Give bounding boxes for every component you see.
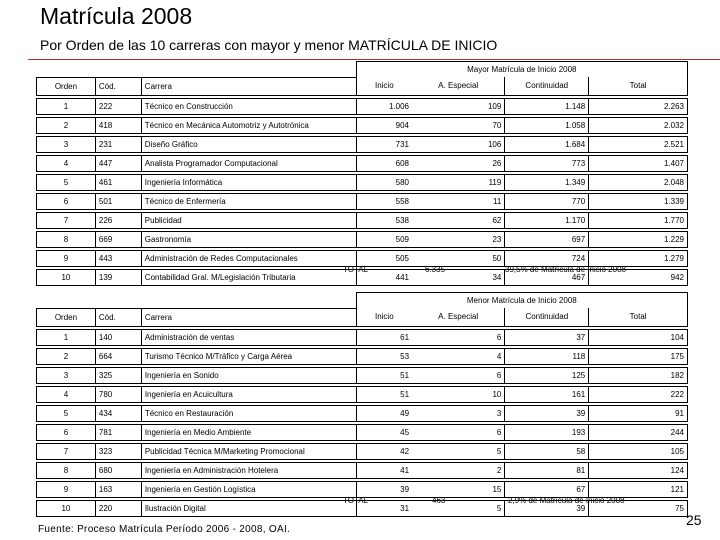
cell-carrera: Diseño Gráfico: [141, 136, 356, 152]
cell-cod: 501: [95, 193, 141, 209]
cell-carrera: Técnico en Mecánica Automotriz y Autotrónica: [141, 117, 356, 133]
header-inicio: Inicio: [356, 308, 412, 326]
cell-continuidad: 125: [505, 367, 589, 383]
cell-carrera: Ingeniería Informática: [141, 174, 356, 190]
table-row: [37, 174, 688, 190]
cell-carrera: Ingeniería en Gestión Logística: [141, 481, 356, 497]
top-table-body: [37, 95, 688, 285]
header-carrera: Carrera: [141, 308, 356, 326]
cell-orden: 9: [37, 481, 96, 497]
cell-carrera: Técnico en Construcción: [141, 98, 356, 114]
cell-cod: 461: [95, 174, 141, 190]
cell-especial: 62: [412, 212, 505, 228]
table-row: [37, 481, 688, 497]
cell-carrera: Ingeniería en Medio Ambiente: [141, 424, 356, 440]
cell-carrera: Administración de ventas: [141, 329, 356, 345]
cell-continuidad: 81: [505, 462, 589, 478]
header-continuidad: Continuidad: [505, 308, 589, 326]
cell-carrera: Ilustración Digital: [141, 500, 356, 516]
top-enrollment-table: [36, 61, 688, 286]
bottom-total-value: 463: [432, 496, 446, 505]
cell-especial: 119: [412, 174, 505, 190]
cell-continuidad: 697: [505, 231, 589, 247]
top-total-value: 6.335: [425, 265, 446, 274]
table-row: [37, 117, 688, 133]
table-row: [37, 329, 688, 345]
table-row: [37, 386, 688, 402]
header-total: Total: [589, 77, 688, 95]
cell-orden: 8: [37, 231, 96, 247]
cell-continuidad: 67: [505, 481, 589, 497]
cell-inicio: 505: [356, 250, 412, 266]
cell-cod: 664: [95, 348, 141, 364]
cell-especial: 2: [412, 462, 505, 478]
cell-inicio: 538: [356, 212, 412, 228]
cell-total: 942: [589, 269, 688, 285]
cell-continuidad: 770: [505, 193, 589, 209]
cell-total: 1.407: [589, 155, 688, 171]
cell-cod: 434: [95, 405, 141, 421]
cell-total: 1.770: [589, 212, 688, 228]
cell-inicio: 608: [356, 155, 412, 171]
cell-especial: 6: [412, 367, 505, 383]
cell-carrera: Gastronomía: [141, 231, 356, 247]
cell-especial: 10: [412, 386, 505, 402]
header-continuidad: Continuidad: [505, 77, 589, 95]
title-divider: [28, 59, 720, 60]
cell-cod: 323: [95, 443, 141, 459]
cell-inicio: 61: [356, 329, 412, 345]
cell-cod: 140: [95, 329, 141, 345]
top-percent-note: 39,5% de Matrícula de Inicio 2008: [505, 265, 626, 274]
header-inicio: Inicio: [356, 77, 412, 95]
cell-orden: 10: [37, 269, 96, 285]
cell-orden: 2: [37, 117, 96, 133]
cell-cod: 226: [95, 212, 141, 228]
cell-total: 75: [589, 500, 688, 516]
cell-total: 2.032: [589, 117, 688, 133]
header-carrera: Carrera: [141, 77, 356, 95]
table-row: [37, 231, 688, 247]
cell-inicio: 41: [356, 462, 412, 478]
cell-continuidad: 1.148: [505, 98, 589, 114]
header-total: Total: [589, 308, 688, 326]
page-subtitle: Por Orden de las 10 carreras con mayor y menor MATRÍCULA DE INICIO: [40, 37, 498, 53]
cell-especial: 15: [412, 481, 505, 497]
cell-continuidad: 39: [505, 500, 589, 516]
cell-especial: 23: [412, 231, 505, 247]
cell-total: 182: [589, 367, 688, 383]
table-row: [37, 443, 688, 459]
page-number: 25: [686, 512, 702, 528]
cell-inicio: 580: [356, 174, 412, 190]
cell-carrera: Turismo Técnico M/Tráfico y Carga Aérea: [141, 348, 356, 364]
top-caption: Mayor Matrícula de Inicio 2008: [356, 62, 687, 78]
cell-continuidad: 1.058: [505, 117, 589, 133]
cell-total: 222: [589, 386, 688, 402]
table-row: [37, 348, 688, 364]
cell-continuidad: 37: [505, 329, 589, 345]
top-total-label: TOTAL: [343, 265, 369, 274]
table-row: [37, 155, 688, 171]
cell-inicio: 31: [356, 500, 412, 516]
cell-continuidad: 467: [505, 269, 589, 285]
cell-cod: 325: [95, 367, 141, 383]
cell-carrera: Ingeniería en Sonido: [141, 367, 356, 383]
cell-especial: 50: [412, 250, 505, 266]
table-row: [37, 98, 688, 114]
cell-continuidad: 1.170: [505, 212, 589, 228]
cell-inicio: 1.006: [356, 98, 412, 114]
header-especial: A. Especial: [412, 308, 505, 326]
cell-inicio: 49: [356, 405, 412, 421]
cell-orden: 1: [37, 98, 96, 114]
cell-continuidad: 1.349: [505, 174, 589, 190]
table-row: [37, 136, 688, 152]
table-row: [37, 367, 688, 383]
cell-carrera: Administración de Redes Computacionales: [141, 250, 356, 266]
cell-especial: 106: [412, 136, 505, 152]
cell-cod: 669: [95, 231, 141, 247]
cell-cod: 231: [95, 136, 141, 152]
cell-total: 104: [589, 329, 688, 345]
cell-inicio: 904: [356, 117, 412, 133]
cell-cod: 139: [95, 269, 141, 285]
cell-especial: 4: [412, 348, 505, 364]
cell-inicio: 42: [356, 443, 412, 459]
cell-orden: 6: [37, 193, 96, 209]
cell-inicio: 509: [356, 231, 412, 247]
cell-cod: 163: [95, 481, 141, 497]
cell-total: 124: [589, 462, 688, 478]
header-cod: Cód.: [95, 308, 141, 326]
cell-total: 121: [589, 481, 688, 497]
cell-cod: 781: [95, 424, 141, 440]
cell-especial: 3: [412, 405, 505, 421]
cell-carrera: Ingeniería en Administración Hotelera: [141, 462, 356, 478]
cell-especial: 6: [412, 329, 505, 345]
cell-orden: 5: [37, 174, 96, 190]
bottom-caption: Menor Matrícula de Inicio 2008: [356, 293, 687, 309]
cell-continuidad: 773: [505, 155, 589, 171]
header-cod: Cód.: [95, 77, 141, 95]
cell-carrera: Técnico en Restauración: [141, 405, 356, 421]
bottom-total-label: TOTAL: [343, 496, 369, 505]
cell-carrera: Analista Programador Computacional: [141, 155, 356, 171]
cell-especial: 109: [412, 98, 505, 114]
table-row: [37, 462, 688, 478]
cell-continuidad: 118: [505, 348, 589, 364]
cell-cod: 222: [95, 98, 141, 114]
cell-orden: 1: [37, 329, 96, 345]
header-especial: A. Especial: [412, 77, 505, 95]
cell-total: 244: [589, 424, 688, 440]
cell-inicio: 731: [356, 136, 412, 152]
cell-carrera: Publicidad: [141, 212, 356, 228]
cell-continuidad: 1.684: [505, 136, 589, 152]
cell-carrera: Ingeniería en Acuicultura: [141, 386, 356, 402]
cell-carrera: Técnico de Enfermería: [141, 193, 356, 209]
cell-cod: 443: [95, 250, 141, 266]
cell-cod: 220: [95, 500, 141, 516]
cell-total: 1.279: [589, 250, 688, 266]
cell-inicio: 558: [356, 193, 412, 209]
cell-inicio: 39: [356, 481, 412, 497]
cell-orden: 4: [37, 386, 96, 402]
cell-continuidad: 193: [505, 424, 589, 440]
table-row: [37, 405, 688, 421]
cell-total: 105: [589, 443, 688, 459]
cell-carrera: Contabilidad Gral. M/Legislación Tributaria: [141, 269, 356, 285]
cell-inicio: 51: [356, 386, 412, 402]
cell-continuidad: 161: [505, 386, 589, 402]
cell-orden: 9: [37, 250, 96, 266]
cell-inicio: 441: [356, 269, 412, 285]
cell-especial: 5: [412, 443, 505, 459]
bottom-enrollment-table: [36, 292, 688, 517]
cell-cod: 780: [95, 386, 141, 402]
cell-orden: 10: [37, 500, 96, 516]
cell-inicio: 51: [356, 367, 412, 383]
page-title: Matrícula 2008: [40, 3, 193, 29]
cell-orden: 8: [37, 462, 96, 478]
bottom-percent-note: 2,9% de Matrícula de Inicio 2008: [508, 496, 625, 505]
source-footnote: Fuente: Proceso Matrícula Período 2006 - 2008, OAI.: [38, 524, 291, 535]
cell-carrera: Publicidad Técnica M/Marketing Promocional: [141, 443, 356, 459]
table-row: [37, 193, 688, 209]
cell-especial: 5: [412, 500, 505, 516]
table-row: [37, 424, 688, 440]
cell-total: 2.263: [589, 98, 688, 114]
cell-especial: 6: [412, 424, 505, 440]
cell-inicio: 45: [356, 424, 412, 440]
cell-continuidad: 58: [505, 443, 589, 459]
cell-cod: 447: [95, 155, 141, 171]
cell-total: 1.339: [589, 193, 688, 209]
cell-continuidad: 724: [505, 250, 589, 266]
cell-especial: 70: [412, 117, 505, 133]
cell-total: 2.521: [589, 136, 688, 152]
cell-orden: 3: [37, 136, 96, 152]
cell-orden: 7: [37, 443, 96, 459]
cell-orden: 3: [37, 367, 96, 383]
table-row: [37, 250, 688, 266]
cell-especial: 11: [412, 193, 505, 209]
cell-cod: 418: [95, 117, 141, 133]
header-orden: Orden: [37, 77, 96, 95]
cell-total: 175: [589, 348, 688, 364]
header-orden: Orden: [37, 308, 96, 326]
cell-cod: 680: [95, 462, 141, 478]
cell-inicio: 53: [356, 348, 412, 364]
cell-orden: 2: [37, 348, 96, 364]
cell-total: 1.229: [589, 231, 688, 247]
cell-orden: 5: [37, 405, 96, 421]
cell-especial: 26: [412, 155, 505, 171]
bottom-table-body: [37, 326, 688, 516]
cell-orden: 4: [37, 155, 96, 171]
cell-orden: 7: [37, 212, 96, 228]
cell-orden: 6: [37, 424, 96, 440]
cell-continuidad: 39: [505, 405, 589, 421]
cell-total: 91: [589, 405, 688, 421]
cell-total: 2.048: [589, 174, 688, 190]
cell-especial: 34: [412, 269, 505, 285]
table-row: [37, 212, 688, 228]
